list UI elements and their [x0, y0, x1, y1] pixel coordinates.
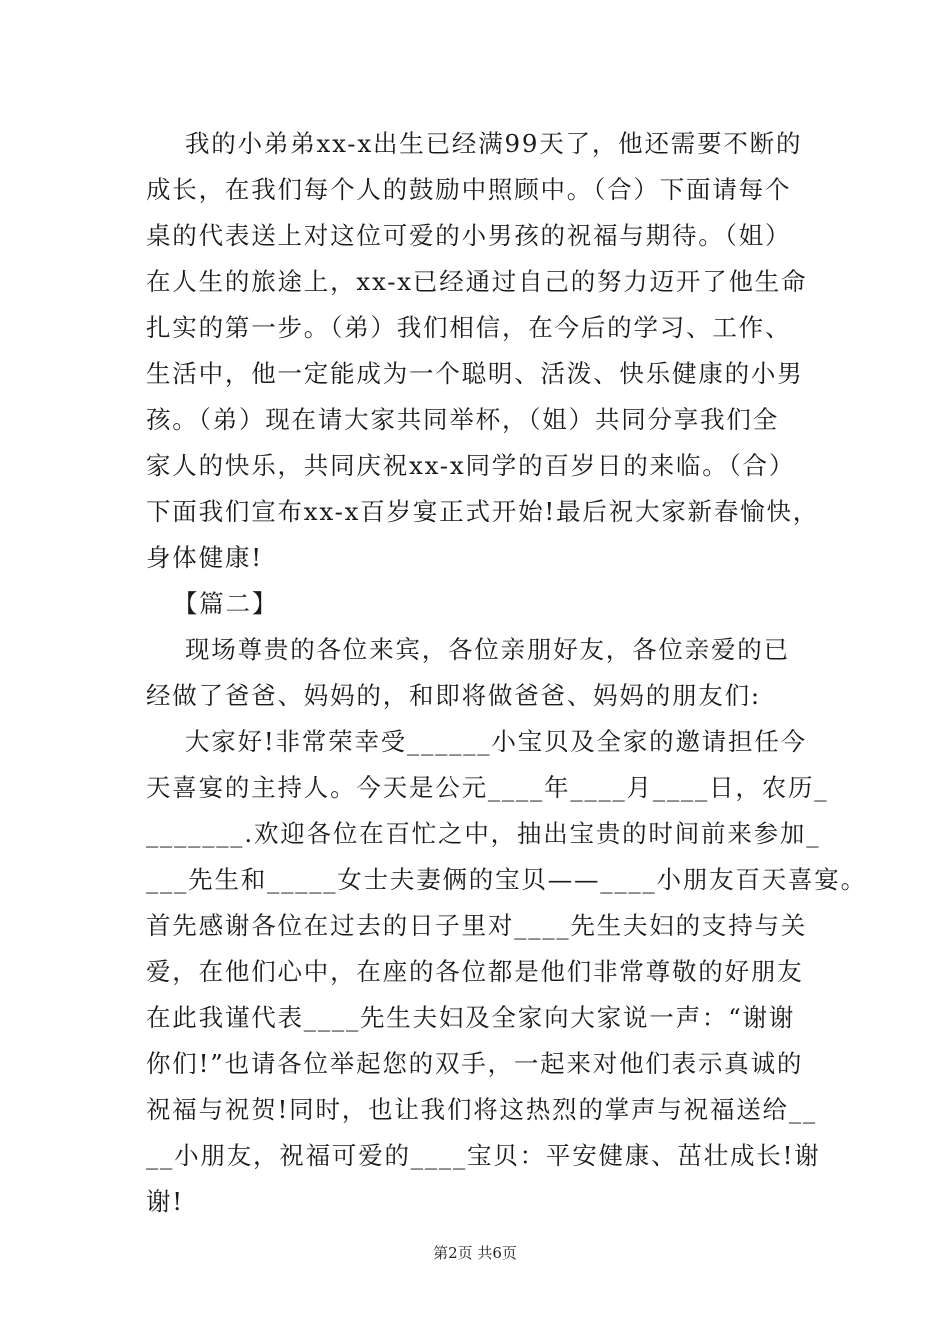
text-line: 谢!: [146, 1187, 184, 1216]
text-line: _______.欢迎各位在百忙之中，抽出宝贵的时间前来参加_: [146, 819, 821, 848]
text-line: 祝福与祝贺!同时，也让我们将这热烈的掌声与祝福送给__: [146, 1095, 817, 1124]
text-line: 孩。（弟）现在请大家共同举杯，（姐）共同分享我们全: [146, 405, 779, 434]
text-line: 首先感谢各位在过去的日子里对____先生夫妇的支持与关: [146, 911, 808, 940]
text-line: 成长，在我们每个人的鼓励中照顾中。（合）下面请每个: [146, 175, 792, 204]
text-line: 现场尊贵的各位来宾，各位亲朋好友，各位亲爱的已: [185, 635, 790, 664]
text-line: 你们!”也请各位举起您的双手，一起来对他们表示真诚的: [146, 1049, 804, 1078]
text-line: 身体健康!: [146, 543, 263, 572]
text-line: 家人的快乐，共同庆祝xx-x同学的百岁日的来临。（合）: [146, 451, 796, 480]
text-line: 在此我谨代表____先生夫妇及全家向大家说一声：“谢谢: [146, 1003, 796, 1032]
text-line: __小朋友，祝福可爱的____宝贝：平安健康、茁壮成长!谢: [146, 1141, 821, 1170]
text-line: 爱，在他们心中，在座的各位都是他们非常尊敬的好朋友: [146, 957, 804, 986]
page-number-footer: 第2页 共6页: [433, 1244, 517, 1262]
text-line: 生活中，他一定能成为一个聪明、活泼、快乐健康的小男: [146, 359, 804, 388]
text-line: ___先生和_____女士夫妻俩的宝贝——____小朋友百天喜宴。: [146, 865, 867, 894]
text-line: 桌的代表送上对这位可爱的小男孩的祝福与期待。（姐）: [146, 221, 792, 250]
text-line: 大家好!非常荣幸受______小宝贝及全家的邀请担任今: [185, 727, 807, 756]
text-line: 我的小弟弟xx-x出生已经满99天了，他还需要不断的: [185, 129, 803, 158]
text-line: 下面我们宣布xx-x百岁宴正式开始!最后祝大家新春愉快，: [146, 497, 820, 526]
text-line: 在人生的旅途上，xx-x已经通过自己的努力迈开了他生命: [146, 267, 808, 296]
text-line: 天喜宴的主持人。今天是公元____年____月____日，农历_: [146, 773, 829, 802]
text-line: 经做了爸爸、妈妈的，和即将做爸爸、妈妈的朋友们:: [146, 681, 761, 710]
section-heading: 【篇二】: [173, 589, 279, 618]
text-line: 扎实的第一步。（弟）我们相信，在今后的学习、工作、: [146, 313, 792, 342]
